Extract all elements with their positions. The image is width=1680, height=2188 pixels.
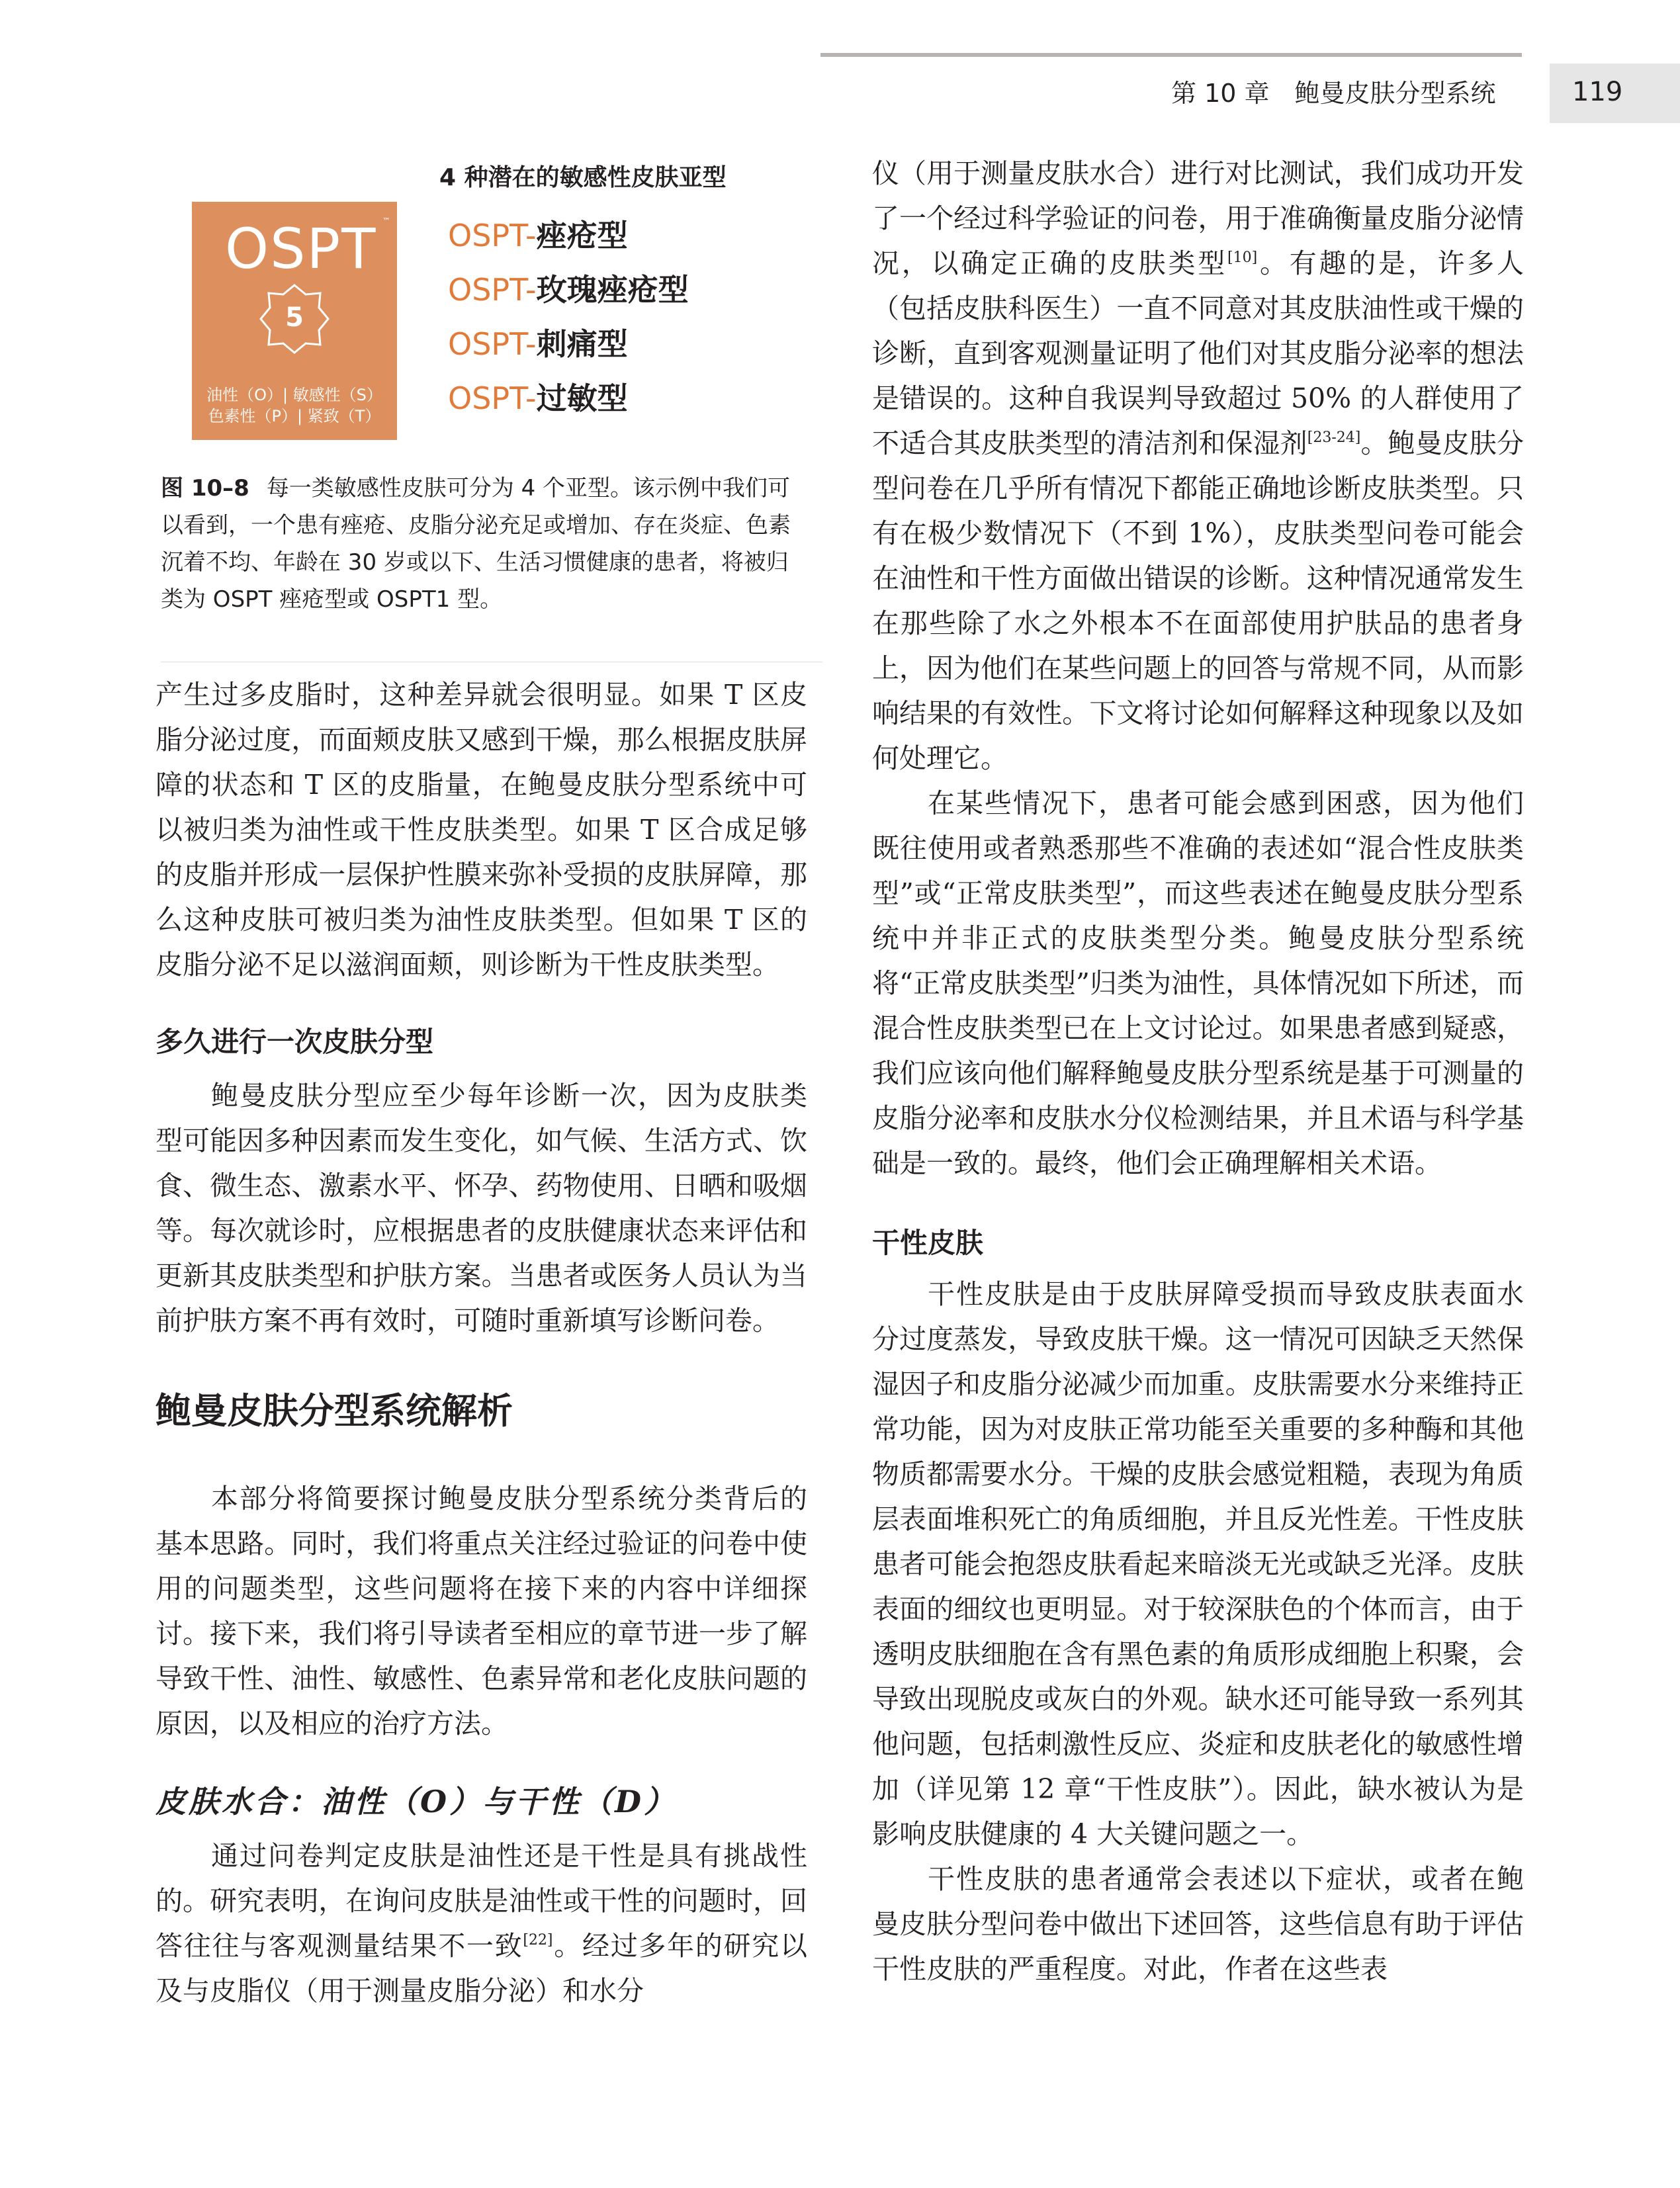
header-rule [820,53,1522,57]
heading-how-often: 多久进行一次皮肤分型 [155,1026,434,1058]
ospt-logo-text: OSPT [225,216,377,281]
heading-hydration: 皮肤水合：油性（O）与干性（D） [155,1784,677,1819]
heading-dry-skin: 干性皮肤 [872,1227,984,1259]
ospt-attributes-line1: 油性（O）| 敏感性（S） [206,386,382,404]
subtype-rosacea: OSPT-玫瑰痤疮型 [448,272,689,308]
figure-caption-text: 每一类敏感性皮肤可分为 4 个亚型。该示例中我们可以看到，一个患有痤疮、皮脂分泌充足或增加、存在炎症、色素沉着不均、年龄在 30 岁或以下、生活习惯健康的患者，将被归类为 OSPT 痤疮型或 OSPT1 型。 [161,475,791,613]
right-column [872,151,1524,1991]
paragraph-combination-skin: 产生过多皮脂时，这种差异就会很明显。如果 T 区皮脂分泌过度，而面颊皮肤又感到干燥，那么根据皮肤屏障的状态和 T 区的皮脂量，在鲍曼皮肤分型系统中可以被归类为油性或干性皮肤类型。如果 T 区合成足够的皮脂并形成一层保护性膜来弥补受损的皮肤屏障，那么这种皮肤可被归类为油性皮肤类型。但如果 T 区的皮脂分泌不足以滋润面颊，则诊断为干性皮肤类型。 [155,679,807,981]
section-heading: 鲍曼皮肤分型系统解析 [155,1390,513,1432]
ospt-number: 5 [285,302,304,333]
ospt-logo-badge [192,202,397,440]
paragraph-how-often: 鲍曼皮肤分型应至少每年诊断一次，因为皮肤类型可能因多种因素而发生变化，如气候、生活方式、饮食、微生态、激素水平、怀孕、药物使用、日晒和吸烟等。每次就诊时，应根据患者的皮肤健康状态来评估和更新其皮肤类型和护肤方案。当患者或医务人员认为当前护肤方案不再有效时，可随时重新填写诊断问卷。 [155,1080,807,1336]
paragraph-dry-skin-symptoms: 干性皮肤的患者通常会表述以下症状，或者在鲍曼皮肤分型问卷中做出下述回答，这些信息有助于评估干性皮肤的严重程度。对此，作者在这些表 [872,1863,1524,1985]
paragraph-hydration: 通过问卷判定皮肤是油性还是干性是具有挑战性的。研究表明，在询问皮肤是油性或干性的问题时，回答往往与客观测量结果不一致[22]。经过多年的研究以及与皮脂仪（用于测量皮脂分泌）和水分 [155,1840,808,2007]
citation-22: [22] [523,1932,553,1948]
paragraph-section-intro: 本部分将简要探讨鲍曼皮肤分型系统分类背后的基本思路。同时，我们将重点关注经过验证的问卷中使用的问题类型，这些问题将在接下来的内容中详细探讨。接下来，我们将引导读者至相应的章节进一步了解导致干性、油性、敏感性、色素异常和老化皮肤问题的原因，以及相应的治疗方法。 [155,1483,807,1739]
figure-caption-label: 图 10–8 [161,475,249,502]
page-number: 119 [1572,77,1623,107]
paragraph-terminology: 在某些情况下，患者可能会感到困惑，因为他们既往使用或者熟悉那些不准确的表述如“混合性皮肤类型”或“正常皮肤类型”，而这些表述在鲍曼皮肤分型系统中并非正式的皮肤类型分类。鲍曼皮肤分型系统将“正常皮肤类型”归类为油性，具体情况如下所述，而混合性皮肤类型已在上文讨论过。如果患者感到疑惑，我们应该向他们解释鲍曼皮肤分型系统是基于可测量的皮脂分泌率和皮肤水分仪检测结果，并且术语与科学基础是一致的。最终，他们会正确理解相关术语。 [872,787,1524,1179]
left-column [155,672,807,2013]
subtype-stinging: OSPT-刺痛型 [448,326,628,362]
paragraph-questionnaire: 仪（用于测量皮肤水合）进行对比测试，我们成功开发了一个经过科学验证的问卷，用于准确衡量皮脂分泌情况，以确定正确的皮肤类型[10]。有趣的是，许多人（包括皮肤科医生）一直不同意对其皮肤油性或干燥的诊断，直到客观测量证明了他们对其皮脂分泌率的想法是错误的。这种自我误判导致超过 50% 的人群使用了不适合其皮肤类型的清洁剂和保湿剂[23-24]。鲍曼皮肤分型问卷在几乎所有情况下都能正确地诊断皮肤类型。只有在极少数情况下（不到 1%），皮肤类型问卷可能会在油性和干性方面做出错误的诊断。这种情况通常发生在那些除了水之外根本不在面部使用护肤品的患者身上，因为他们在某些问题上的回答与常规不同，从而影响结果的有效性。下文将讨论如何解释这种现象以及如何处理它。 [872,157,1525,774]
running-header-chapter: 第 10 章 鲍曼皮肤分型系统 [1171,79,1496,108]
trademark-symbol: ™ [382,216,390,226]
subtype-acne: OSPT-痤疮型 [448,218,628,253]
citation-23-24: [23-24] [1307,429,1361,446]
figure-subtitle: 4 种潜在的敏感性皮肤亚型 [439,164,727,191]
ospt-attributes-line2: 色素性（P）| 紧致（T） [208,407,381,425]
citation-10: [10] [1227,249,1258,266]
figure-caption [161,470,806,618]
paragraph-dry-skin: 干性皮肤是由于皮肤屏障受损而导致皮肤表面水分过度蒸发，导致皮肤干燥。这一情况可因缺乏天然保湿因子和皮脂分泌减少而加重。皮肤需要水分来维持正常功能，因为对皮肤正常功能至关重要的多种酶和其他物质都需要水分。干燥的皮肤会感觉粗糙，表现为角质层表面堆积死亡的角质细胞，并且反光性差。干性皮肤患者可能会抱怨皮肤看起来暗淡无光或缺乏光泽。皮肤表面的细纹也更明显。对于较深肤色的个体而言，由于透明皮肤细胞在含有黑色素的角质形成细胞上积聚，会导致出现脱皮或灰白的外观。缺水还可能导致一系列其他问题，包括刺激性反应、炎症和皮肤老化的敏感性增加（详见第 12 章“干性皮肤”）。因此，缺水被认为是影响皮肤健康的 4 大关键问题之一。 [872,1278,1524,1850]
subtype-allergic: OSPT-过敏型 [448,380,628,416]
